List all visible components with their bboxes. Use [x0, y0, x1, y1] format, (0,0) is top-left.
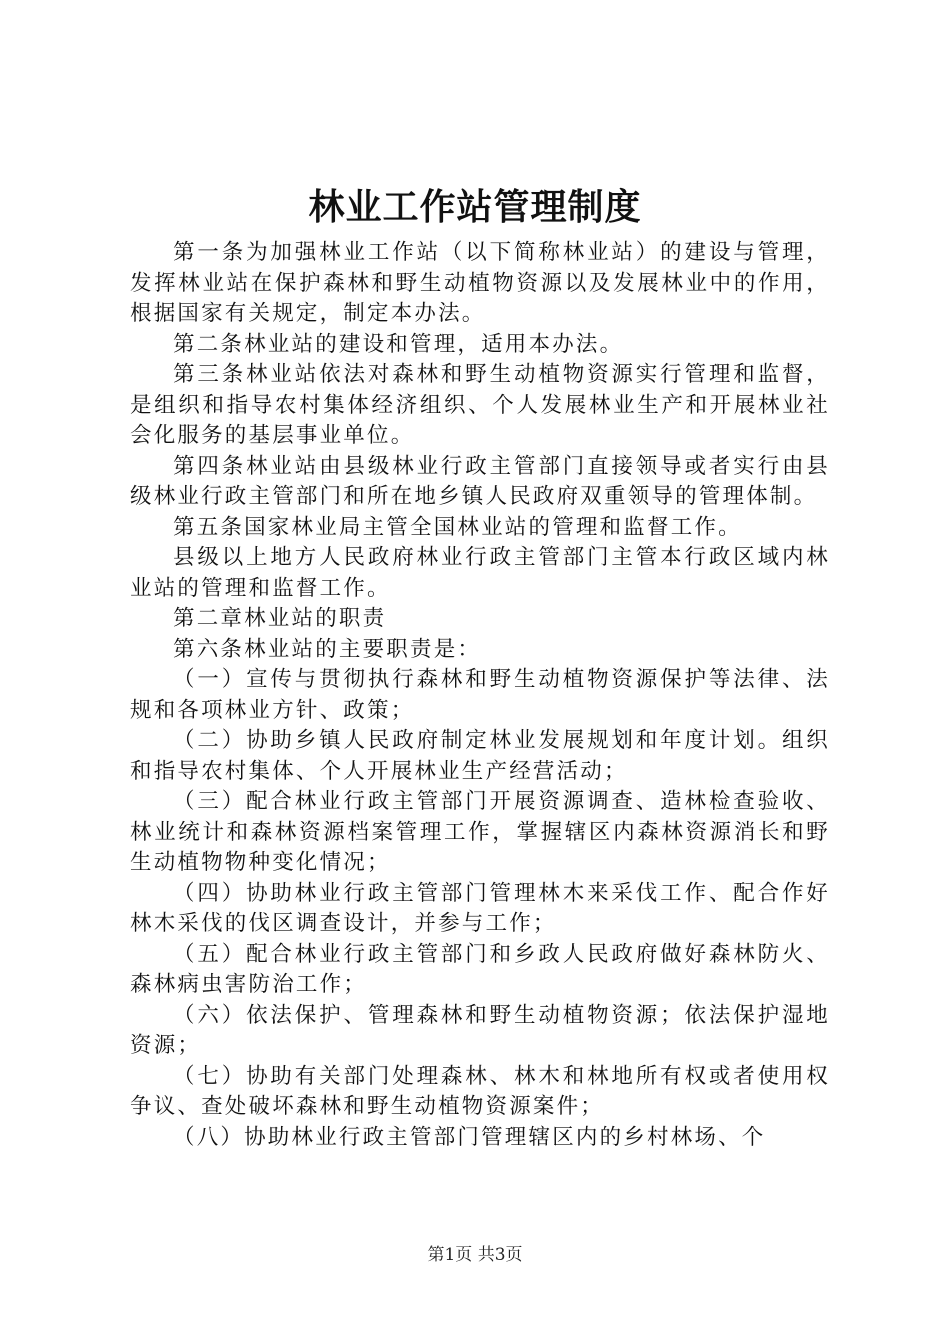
paragraph: 第五条国家林业局主管全国林业站的管理和监督工作。: [173, 514, 742, 540]
page-footer: 第1页 共3页: [427, 1245, 523, 1265]
list-item: （四）协助林业行政主管部门管理林木来采伐工作、配合作好林木采伐的伐区调查设计，并参与工作；: [130, 880, 830, 936]
list-item: （八）协助林业行政主管部门管理辖区内的乡村林场、个: [173, 1124, 766, 1150]
list-item: （一）宣传与贯彻执行森林和野生动植物资源保护等法律、法规和各项林业方针、政策；: [130, 667, 830, 723]
document-body: [130, 238, 830, 1153]
paragraph: 第六条林业站的主要职责是：: [173, 636, 482, 662]
paragraph: 第四条林业站由县级林业行政主管部门直接领导或者实行由县级林业行政主管部门和所在地乡镇人民政府双重领导的管理体制。: [130, 453, 830, 509]
paragraph: 第三条林业站依法对森林和野生动植物资源实行管理和监督，是组织和指导农村集体经济组织、个人发展林业生产和开展林业社会化服务的基层事业单位。: [130, 362, 830, 448]
paragraph: 县级以上地方人民政府林业行政主管部门主管本行政区域内林业站的管理和监督工作。: [130, 545, 830, 601]
paragraph: 第一条为加强林业工作站（以下简称林业站）的建设与管理，发挥林业站在保护森林和野生动植物资源以及发展林业中的作用，根据国家有关规定，制定本办法。: [130, 240, 830, 326]
list-item: （二）协助乡镇人民政府制定林业发展规划和年度计划。组织和指导农村集体、个人开展林业生产经营活动；: [130, 728, 830, 784]
list-item: （五）配合林业行政主管部门和乡政人民政府做好森林防火、森林病虫害防治工作；: [130, 941, 830, 997]
list-item: （七）协助有关部门处理森林、林木和林地所有权或者使用权争议、查处破坏森林和野生动植物资源案件；: [130, 1063, 830, 1119]
document-title: 林业工作站管理制度: [308, 186, 642, 228]
list-item: （六）依法保护、管理森林和野生动植物资源；依法保护湿地资源；: [130, 1002, 830, 1058]
list-item: （三）配合林业行政主管部门开展资源调查、造林检查验收、林业统计和森林资源档案管理工作，掌握辖区内森林资源消长和野生动植物物种变化情况；: [130, 789, 830, 875]
paragraph: 第二条林业站的建设和管理，适用本办法。: [173, 331, 624, 357]
chapter-heading: 第二章林业站的职责: [173, 606, 387, 631]
